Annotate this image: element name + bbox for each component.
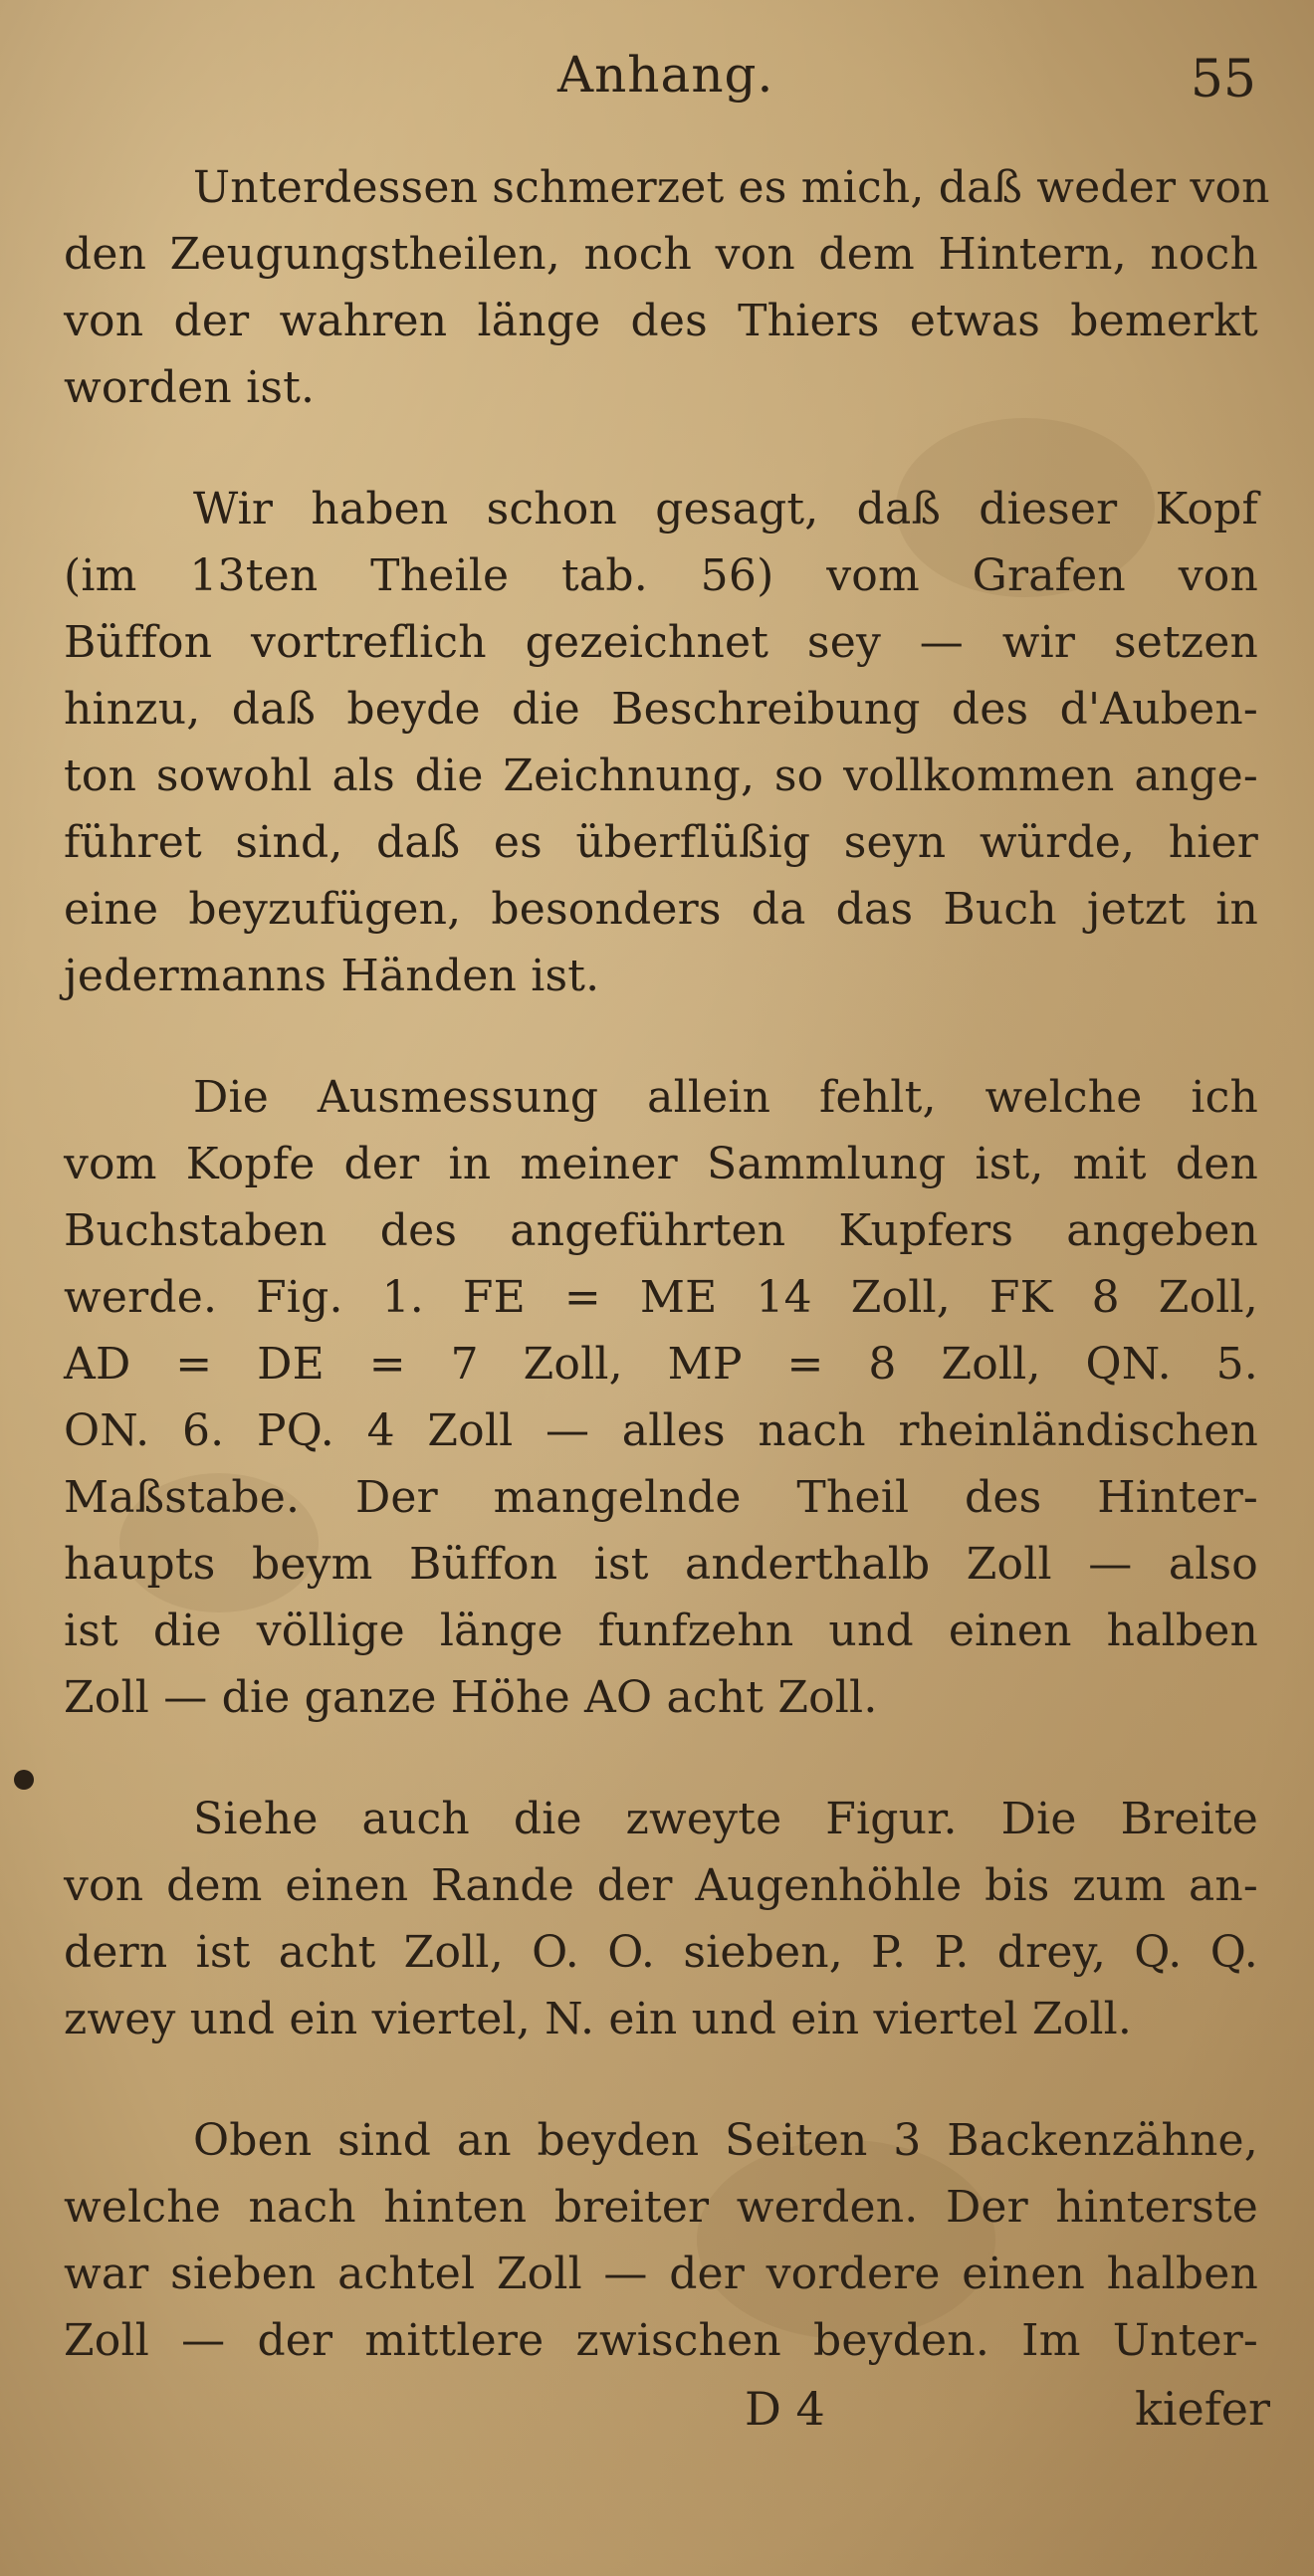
text-line: ON. 6. PQ. 4 Zoll — alles nach rheinländischen bbox=[64, 1405, 1258, 1456]
text-line: führet sind, daß es überflüßig seyn würde, hier bbox=[64, 817, 1258, 868]
paragraph bbox=[64, 1064, 1258, 1731]
text-line: AD = DE = 7 Zoll, MP = 8 Zoll, QN. 5. bbox=[64, 1339, 1258, 1390]
text-line: vom Kopfe der in meiner Sammlung ist, mit den bbox=[64, 1139, 1258, 1189]
text-line: zwey und ein viertel, N. ein und ein viertel Zoll. bbox=[64, 1994, 1133, 2044]
text-line: Oben sind an beyden Seiten 3 Backenzähne, bbox=[193, 2115, 1258, 2166]
text-line: von der wahren länge des Thiers etwas bemerkt bbox=[64, 296, 1258, 346]
signature-mark: D 4 bbox=[745, 2382, 825, 2436]
body-text bbox=[64, 154, 1270, 2429]
text-line: welche nach hinten breiter werden. Der hinterste bbox=[64, 2182, 1258, 2233]
text-line: ton sowohl als die Zeichnung, so vollkommen ange- bbox=[64, 751, 1258, 801]
paragraph bbox=[64, 154, 1270, 421]
text-line: Maßstabe. Der mangelnde Theil des Hinter- bbox=[64, 1472, 1258, 1523]
text-line: Siehe auch die zweyte Figur. Die Breite bbox=[193, 1794, 1258, 1844]
text-line: war sieben achtel Zoll — der vordere einen halben bbox=[64, 2249, 1258, 2299]
running-head: Anhang. bbox=[557, 46, 774, 104]
page-number: 55 bbox=[1190, 50, 1256, 109]
text-line: Buchstaben des angeführten Kupfers angeben bbox=[64, 1205, 1258, 1256]
text-line: Büffon vortreflich gezeichnet sey — wir setzen bbox=[64, 617, 1258, 668]
text-line: Zoll — die ganze Höhe AO acht Zoll. bbox=[64, 1672, 878, 1723]
text-line: von dem einen Rande der Augenhöhle bis zum an- bbox=[64, 1860, 1258, 1911]
text-line: haupts beym Büffon ist anderthalb Zoll — also bbox=[64, 1539, 1258, 1590]
text-line: hinzu, daß beyde die Beschreibung des d'Auben- bbox=[64, 684, 1258, 735]
paragraph bbox=[64, 1786, 1258, 2052]
text-line: eine beyzufügen, besonders da das Buch jetzt in bbox=[64, 884, 1258, 935]
catchword: kiefer bbox=[1134, 2382, 1270, 2436]
text-line: Zoll — der mittlere zwischen beyden. Im Unter- bbox=[64, 2315, 1258, 2366]
text-line: worden ist. bbox=[64, 362, 316, 413]
page-header bbox=[0, 40, 1314, 119]
text-line: Wir haben schon gesagt, daß dieser Kopf bbox=[193, 484, 1258, 535]
ink-dot bbox=[14, 1770, 34, 1790]
page-footer bbox=[0, 2374, 1314, 2444]
text-line: den Zeugungstheilen, noch von dem Hintern, noch bbox=[64, 229, 1258, 280]
text-line: werde. Fig. 1. FE = ME 14 Zoll, FK 8 Zoll, bbox=[64, 1272, 1258, 1323]
paragraph bbox=[64, 2107, 1258, 2374]
text-line: jedermanns Händen ist. bbox=[64, 951, 600, 1001]
text-line: Unterdessen schmerzet es mich, daß weder von bbox=[193, 162, 1270, 213]
text-line: ist die völlige länge funfzehn und einen halben bbox=[64, 1606, 1258, 1656]
text-line: Die Ausmessung allein fehlt, welche ich bbox=[193, 1072, 1258, 1123]
paragraph bbox=[64, 476, 1258, 1009]
text-line: dern ist acht Zoll, O. O. sieben, P. P. drey, Q. Q. bbox=[64, 1927, 1258, 1978]
text-line: (im 13ten Theile tab. 56) vom Grafen von bbox=[64, 550, 1258, 601]
